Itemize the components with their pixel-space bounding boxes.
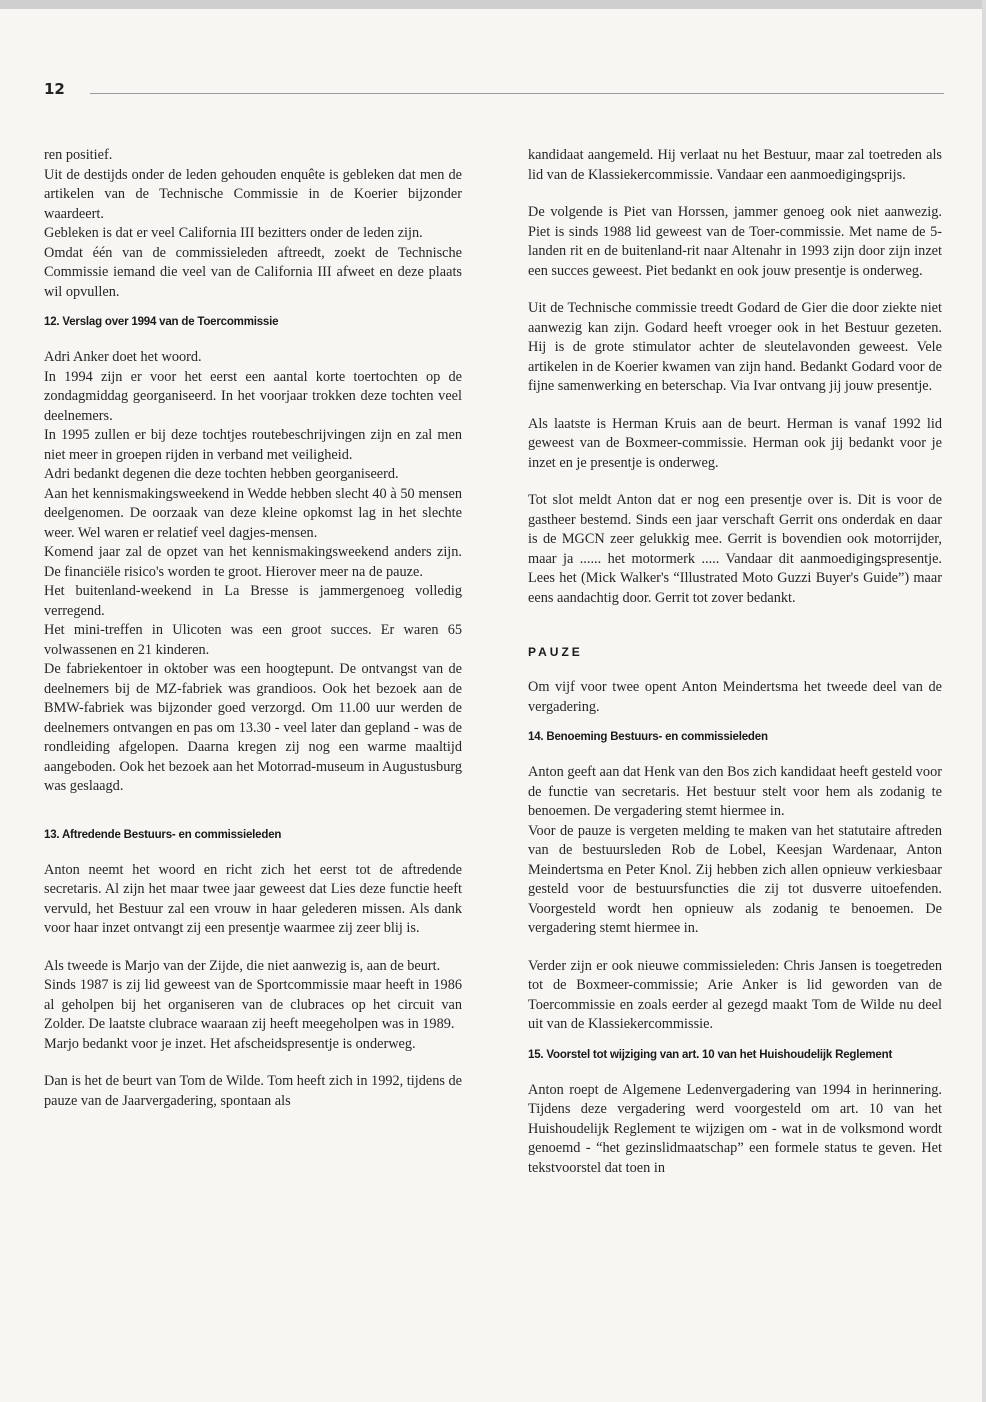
paragraph: Verder zijn er ook nieuwe commissieleden: Chris Jansen is toegetreden tot de Boxmeer-commissie; Arie Anker is lid geworden van de Toercommissie en zoals eerder al gezegd maakt Tom de Wilde nu deel uit van de Klassiekercommissie. <box>528 957 942 1032</box>
section-heading: 15. Voorstel tot wijziging van art. 10 van het Huishoudelijk Reglement <box>528 1048 893 1061</box>
paragraph: Uit de Technische commissie treedt Godard de Gier die door ziekte niet aanwezig kan zijn. Godard heeft vroeger ook in het Bestuur gezeten. Hij is de grote stimulator achter de sleutelavonden geweest. Vele artikelen in de Koerier kwamen van zijn hand. Bedankt Godard voor de fijne samenwerking en beterschap. Via Ivar ontvang jij jouw presentje. <box>528 300 942 394</box>
paragraph: Adri Anker doet het woord. <box>44 349 202 365</box>
paragraph: Aan het kennismakingsweekend in Wedde hebben slecht 40 à 50 mensen deelgenomen. De oorzaak van deze kleine opkomst lag in het slechte weer. Wel waren er relatief veel dagjes-mensen. <box>44 485 462 541</box>
paragraph: Het mini-treffen in Ulicoten was een groot succes. Er waren 65 volwassenen en 21 kinderen. <box>44 622 462 658</box>
paragraph: In 1994 zijn er voor het eerst een aantal korte toertochten op de zondagmiddag georganiseerd. In het voorjaar trokken deze tochten veel deelnemers. <box>44 368 462 424</box>
paragraph: kandidaat aangemeld. Hij verlaat nu het Bestuur, maar zal toetreden als lid van de Klassiekercommissie. Vandaar een aanmoedigingsprijs. <box>528 147 942 183</box>
paragraph: Tot slot meldt Anton dat er nog een presentje over is. Dit is voor de gastheer bestemd. Sinds een jaar verschaft Gerrit ons onderdak en daar is de MGCN zeer gelukkig mee. Gerrit is bovendien ook motorrijder, maar ja ...... het motormerk ..... Vandaar dit aanmoedigingspresentje. Lees het (Mick Walker's “Illustrated Moto Guzzi Buyer's Guide”) maar eens aandachtig door. Gerrit tot zover bedankt. <box>528 492 942 606</box>
paragraph: In 1995 zullen er bij deze tochtjes routebeschrijvingen zijn en zal men niet meer in groepen rijden in verband met veiligheid. <box>44 427 462 463</box>
section-heading: 12. Verslag over 1994 van de Toercommissie <box>44 316 279 328</box>
paragraph-spacer <box>528 626 942 644</box>
paragraph-spacer <box>528 608 942 626</box>
paragraph-spacer <box>44 1054 462 1072</box>
paragraph: Gebleken is dat er veel California III bezitters onder de leden zijn. <box>44 225 423 241</box>
paragraph-spacer <box>528 1035 942 1047</box>
paragraph: Omdat één van de commissieleden aftreedt, zoekt de Technische Commissie iemand die veel van de California III afweet en deze plaats wil opvullen. <box>44 244 462 300</box>
paragraph-spacer <box>44 302 462 314</box>
paragraph: Voor de pauze is vergeten melding te maken van het statutaire aftreden van de bestuursleden Rob de Lobel, Keesjan Wardenaar, Anton Meindertsma en Peter Knol. Zij hebben zich allen opnieuw verkiesbaar gesteld voor de bestuursfuncties die zij tot dusverre uitoefenden. Voorgesteld wordt hen opnieuw als zodanig te benoemen. De vergadering stemt hiermee in. <box>528 822 942 936</box>
page-right-edge <box>982 0 986 1402</box>
paragraph-spacer <box>44 843 462 861</box>
paragraph-spacer <box>528 717 942 729</box>
paragraph-spacer <box>528 281 942 299</box>
page-top-band <box>0 0 986 9</box>
paragraph: Anton geeft aan dat Henk van den Bos zich kandidaat heeft gesteld voor de functie van secretaris. Het bestuur stelt voor hem als zodanig te benoemen. De vergadering stemt hiermee in. <box>528 764 942 819</box>
paragraph: Komend jaar zal de opzet van het kennismakingsweekend anders zijn. De financiële risico's worden te groot. Hierover meer na de pauze. <box>44 544 462 580</box>
paragraph-spacer <box>44 330 462 348</box>
left-column <box>44 146 462 1111</box>
right-column <box>528 146 942 1178</box>
paragraph: Marjo bedankt voor je inzet. Het afscheidspresentje is onderweg. <box>44 1035 416 1052</box>
paragraph: Adri bedankt degenen die deze tochten hebben georganiseerd. <box>44 466 399 482</box>
section-heading: PAUZE <box>528 645 583 659</box>
paragraph-spacer <box>44 815 462 827</box>
paragraph: Sinds 1987 is zij lid geweest van de Sportcommissie maar heeft in 1986 al geholpen bij het organiseren van de clubraces op het circuit van Zolder. De laatste clubrace waaraan zij heeft meegeholpen was in 1989. <box>44 977 462 1032</box>
paragraph: Als laatste is Herman Kruis aan de beurt. Herman is vanaf 1992 lid geweest van de Boxmeer-commissie. Herman ook jij bedankt voor je inzet en je presentje is onderweg. <box>528 415 942 471</box>
paragraph: De fabriekentoer in oktober was een hoogtepunt. De ontvangst van de deelnemers bij de MZ-fabriek was grandioos. Ook het bezoek aan de BMW-fabriek was bijzonder goed verzorgd. Om 11.00 uur werden de deelnemers ontvangen en pas om 13.30 - veel later dan gepland - was de rondleiding afgelopen. Daarna kregen zij nog een warme maaltijd aangeboden. Ook het bezoek aan het Motorrad-museum in Augustusburg was geslaagd. <box>44 661 462 794</box>
paragraph: ren positief. <box>44 147 113 163</box>
paragraph-spacer <box>528 397 942 415</box>
paragraph-spacer <box>528 745 942 763</box>
header-rule <box>90 93 944 94</box>
section-heading: 13. Aftredende Bestuurs- en commissieleden <box>44 828 282 841</box>
paragraph: Anton roept de Algemene Ledenvergadering van 1994 in herinnering. Tijdens deze vergadering werd voorgesteld om art. 10 van het Huishoudelijk Reglement te wijzigen om - wat in de volksmond wordt genoemd - “het gezinslidmaatschap” een formele status te geven. Het tekstvoorstel dat toen in <box>528 1081 942 1176</box>
paragraph: Het buitenland-weekend in La Bresse is jammergenoeg volledig verregend. <box>44 583 462 619</box>
paragraph: Dan is het de beurt van Tom de Wilde. Tom heeft zich in 1992, tijdens de pauze van de Jaarvergadering, spontaan als <box>44 1073 462 1109</box>
paragraph-spacer <box>528 1063 942 1081</box>
paragraph-spacer <box>44 797 462 815</box>
paragraph: De volgende is Piet van Horssen, jammer genoeg ook niet aanwezig. Piet is sinds 1988 lid geweest van de Toer-commissie. Met name de 5-landen rit en de buitenland-rit naar Altenahr in 1993 zijn door zijn inzet een succes geweest. Piet bedankt en ook jouw presentje is onderweg. <box>528 204 942 279</box>
paragraph-spacer <box>44 939 462 957</box>
paragraph: Om vijf voor twee opent Anton Meindertsma het tweede deel van de vergadering. <box>528 679 942 715</box>
page-number: 12 <box>44 80 65 98</box>
paragraph-spacer <box>528 939 942 957</box>
paragraph: Uit de destijds onder de leden gehouden enquête is gebleken dat men de artikelen van de Technische Commissie in de Koerier bijzonder waardeert. <box>44 166 462 222</box>
paragraph-spacer <box>528 473 942 491</box>
paragraph-spacer <box>528 185 942 203</box>
paragraph: Anton neemt het woord en richt zich het eerst tot de aftredende secretaris. Al zijn het maar twee jaar geweest dat Lies deze functie heeft vervuld, het Bestuur zal een vrouw in haar gelederen missen. Als dank voor haar inzet ontvangt zij een presentje waarmee zij zeer blij is. <box>44 861 462 936</box>
section-heading: 14. Benoeming Bestuurs- en commissieleden <box>528 731 768 743</box>
paragraph: Als tweede is Marjo van der Zijde, die niet aanwezig is, aan de beurt. <box>44 957 441 974</box>
paragraph-spacer <box>528 660 942 678</box>
